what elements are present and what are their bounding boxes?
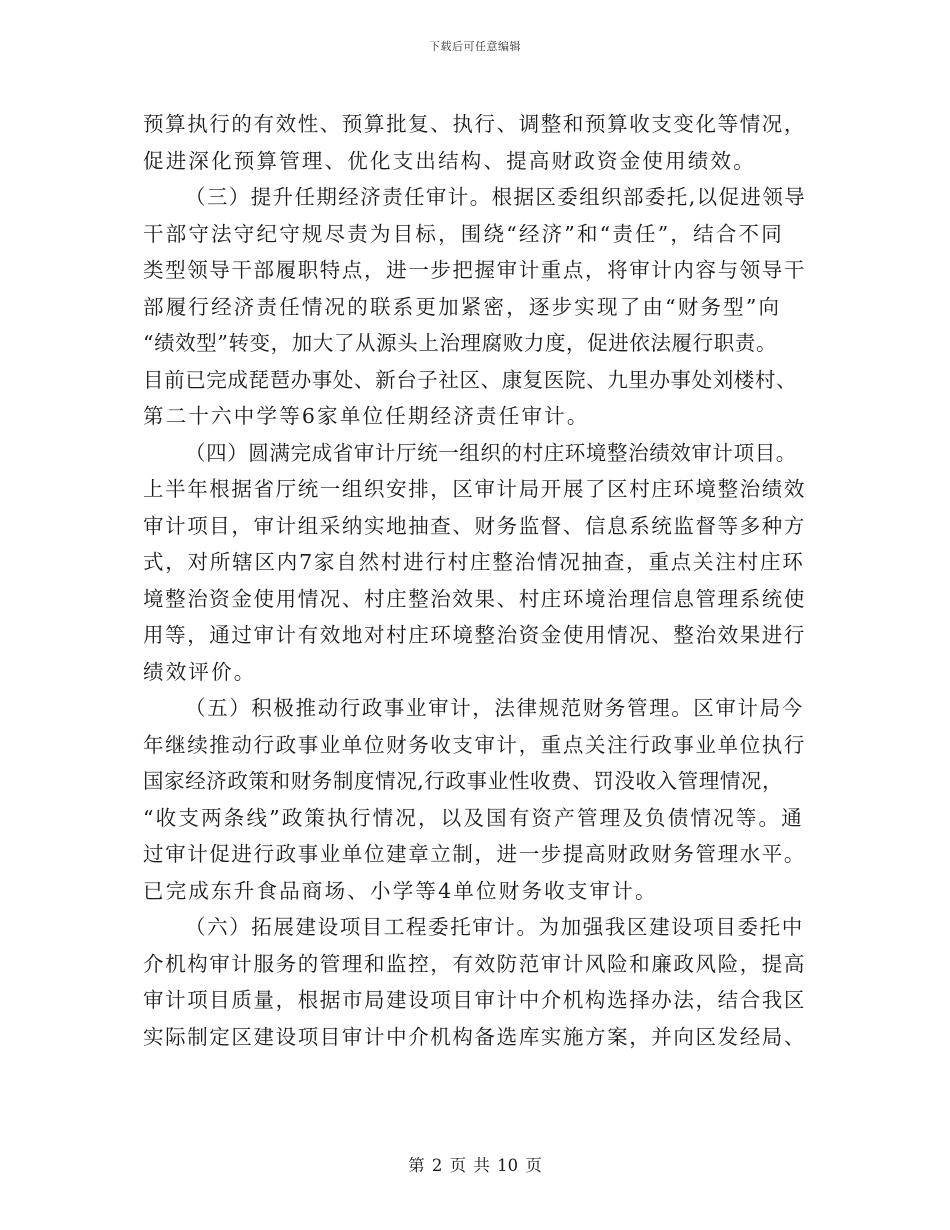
text-line: “绩效型”转变，加大了从源头上治理腐败力度，促进依法履行职责。: [143, 331, 778, 355]
paragraph-first-line: （三）提升任期经济责任审计。根据区委组织部委托,以促进领导: [185, 185, 807, 209]
text-line: 预算执行的有效性、预算批复、执行、调整和预算收支变化等情况，: [143, 112, 806, 136]
page-header: 下载后可任意编辑: [429, 40, 521, 53]
text-line: 审计项目质量，根据市局建设项目审计中介机构选择办法，结合我区: [143, 988, 806, 1012]
text-line: 用等，通过审计有效地对村庄环境整治资金使用情况、整治效果进行: [143, 623, 806, 647]
text-line: 干部守法守纪守规尽责为目标，围绕“经济”和“责任”，结合不同: [143, 221, 784, 246]
text-line: 促进深化预算管理、优化支出结构、提高财政资金使用绩效。: [143, 148, 756, 173]
text-line: 上半年根据省厅统一组织安排，区审计局开展了区村庄环境整治绩效: [143, 477, 806, 501]
paragraph-first-line: （五）积极推动行政事业审计，法律规范财务管理。区审计局今: [185, 696, 804, 720]
text-line: 介机构审计服务的管理和监控，有效防范审计风险和廉政风险，提高: [143, 951, 806, 976]
document-body: [143, 106, 807, 1055]
text-line: 式，对所辖区内7家自然村进行村庄整治情况抽查，重点关注村庄环: [143, 550, 805, 574]
text-line: 境整治资金使用情况、村庄整治效果、村庄环境治理信息管理系统使: [143, 586, 806, 611]
text-line: 审计项目，审计组采纳实地抽查、财务监督、信息系统监督等多种方: [143, 513, 806, 538]
text-line: 第二十六中学等6家单位任期经济责任审计。: [143, 404, 590, 428]
text-line: 过审计促进行政事业单位建章立制，进一步提高财政财务管理水平。: [143, 842, 806, 866]
paragraph-first-line: （四）圆满完成省审计厅统一组织的村庄环境整治绩效审计项目。: [185, 440, 797, 465]
text-line: 已完成东升食品商场、小学等4单位财务收支审计。: [143, 878, 658, 903]
paragraph-first-line: （六）拓展建设项目工程委托审计。为加强我区建设项目委托中: [185, 915, 804, 939]
text-line: 年继续推动行政事业单位财务收支审计，重点关注行政事业单位执行: [143, 732, 806, 757]
text-line: 类型领导干部履职特点，进一步把握审计重点，将审计内容与领导干: [143, 258, 806, 282]
text-line: 国家经济政策和财务制度情况,行政事业性收费、罚没收入管理情况，: [143, 769, 784, 793]
text-line: “收支两条线”政策执行情况，以及国有资产管理及负债情况等。通: [143, 805, 804, 830]
text-line: 实际制定区建设项目审计中介机构备选库实施方案，并向区发经局、: [143, 1024, 806, 1049]
text-line: 绩效评价。: [143, 659, 257, 684]
text-line: 部履行经济责任情况的联系更加紧密，逐步实现了由“财务型”向: [143, 294, 782, 319]
page-number-footer: 第 2 页 共 10 页: [408, 1156, 542, 1175]
text-line: 目前已完成琵琶办事处、新台子社区、康复医院、九里办事处刘楼村、: [143, 367, 798, 392]
